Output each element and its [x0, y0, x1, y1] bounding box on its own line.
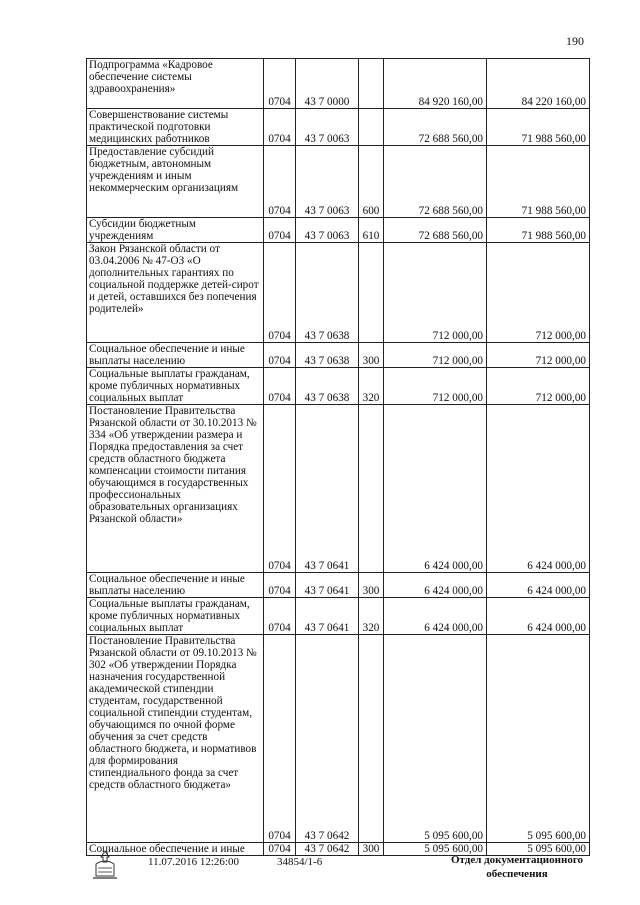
cell-sum1: 5 095 600,00: [424, 830, 483, 842]
stamp-logo-icon: [88, 848, 122, 882]
cell-name: Закон Рязанской области от 03.04.2006 № 47-ОЗ «О дополнительных гарантиях по социальной поддержке детей-сирот и детей, оставшихся без попечения родителей»: [89, 243, 259, 315]
cell-sum2: 6 424 000,00: [527, 622, 586, 634]
cell-sum2: 5 095 600,00: [527, 830, 586, 842]
table-row: [87, 343, 590, 368]
cell-sum2: 712 000,00: [535, 330, 586, 342]
cell-target: 43 7 0063: [304, 205, 350, 217]
cell-section: 0704: [268, 96, 291, 108]
cell-name: Постановление Правительства Рязанской области от 30.10.2013 № 334 «Об утверждении размера и Порядка предоставления за счет средств областного бюджета компенсации стоимости питания обучающимся в государственных профессиональных образовательных организациях Рязанской области»: [89, 405, 257, 525]
cell-name: Социальные выплаты гражданам, кроме публичных нормативных социальных выплат: [89, 598, 250, 634]
cell-section: 0704: [268, 205, 291, 217]
table-row: [87, 59, 590, 109]
budget-table-body: [87, 59, 590, 856]
cell-expense: 610: [362, 230, 380, 242]
cell-sum1: 84 920 160,00: [418, 96, 483, 108]
cell-sum2: 71 988 560,00: [521, 230, 586, 242]
cell-sum2: 712 000,00: [535, 392, 586, 404]
cell-target: 43 7 0063: [304, 133, 350, 145]
cell-target: 43 7 0063: [304, 230, 350, 242]
cell-target: 43 7 0638: [304, 355, 350, 367]
cell-sum1: 6 424 000,00: [424, 585, 483, 597]
cell-target: 43 7 0641: [304, 585, 350, 597]
table-row: [87, 243, 590, 343]
cell-sum1: 712 000,00: [432, 330, 483, 342]
cell-name: Постановление Правительства Рязанской области от 09.10.2013 № 302 «Об утверждении Порядка назначения государственной академической стипендии студентам, государственной социальной стипендии студентам, обучающимся по очной форме обучения за счет средств областного бюджета, и нормативов для формирования стипендиального фонда за счет средств областного бюджета»: [89, 635, 257, 791]
cell-sum2: 71 988 560,00: [521, 205, 586, 217]
cell-sum1: 712 000,00: [432, 355, 483, 367]
table-row: [87, 635, 590, 843]
cell-target: 43 7 0641: [304, 622, 350, 634]
table-row: [87, 109, 590, 146]
cell-target: 43 7 0000: [304, 96, 350, 108]
cell-name: Социальное обеспечение и иные выплаты населению: [89, 343, 245, 367]
table-row: [87, 368, 590, 405]
cell-target: 43 7 0638: [304, 392, 350, 404]
cell-section: 0704: [268, 560, 291, 572]
cell-sum1: 6 424 000,00: [424, 622, 483, 634]
cell-sum2: 712 000,00: [535, 355, 586, 367]
table-row: [87, 218, 590, 243]
cell-sum2: 6 424 000,00: [527, 585, 586, 597]
cell-expense: 300: [362, 843, 380, 855]
table-row: [87, 598, 590, 635]
cell-sum2: 84 220 160,00: [521, 96, 586, 108]
cell-section: 0704: [268, 585, 291, 597]
cell-expense: 300: [362, 585, 380, 597]
cell-section: 0704: [268, 622, 291, 634]
budget-table: [86, 58, 590, 856]
footer-doc-number: 34854/1-6: [277, 856, 323, 868]
cell-sum2: 6 424 000,00: [527, 560, 586, 572]
cell-section: 0704: [268, 355, 291, 367]
cell-sum1: 72 688 560,00: [418, 230, 483, 242]
cell-section: 0704: [268, 133, 291, 145]
cell-section: 0704: [268, 830, 291, 842]
table-row: [87, 146, 590, 218]
cell-section: 0704: [268, 230, 291, 242]
cell-sum1: 72 688 560,00: [418, 205, 483, 217]
page-number: 190: [566, 34, 584, 48]
cell-name: Социальное обеспечение и иные: [89, 843, 245, 855]
cell-expense: 320: [362, 622, 380, 634]
cell-target: 43 7 0638: [304, 330, 350, 342]
cell-sum1: 6 424 000,00: [424, 560, 483, 572]
cell-name: Предоставление субсидий бюджетным, автономным учреждениям и иным некоммерческим организациям: [89, 146, 239, 194]
cell-expense: 300: [362, 355, 380, 367]
cell-section: 0704: [268, 843, 291, 855]
cell-name: Подпрограмма «Кадровое обеспечение системы здравоохранения»: [89, 59, 213, 95]
cell-expense: 320: [362, 392, 380, 404]
cell-name: Совершенствование системы практической подготовки медицинских работников: [89, 109, 229, 145]
table-row: [87, 405, 590, 573]
cell-name: Субсидии бюджетным учреждениям: [89, 218, 196, 242]
footer-datetime: 11.07.2016 12:26:00: [148, 856, 239, 868]
cell-sum2: 71 988 560,00: [521, 133, 586, 145]
cell-target: 43 7 0642: [304, 830, 350, 842]
cell-sum2: 5 095 600,00: [527, 843, 586, 855]
cell-section: 0704: [268, 392, 291, 404]
cell-sum1: 72 688 560,00: [418, 133, 483, 145]
cell-target: 43 7 0642: [304, 843, 350, 855]
cell-name: Социальное обеспечение и иные выплаты населению: [89, 573, 245, 597]
cell-expense: 600: [362, 205, 380, 217]
cell-name: Социальные выплаты гражданам, кроме публичных нормативных социальных выплат: [89, 368, 250, 404]
cell-sum1: 712 000,00: [432, 392, 483, 404]
cell-target: 43 7 0641: [304, 560, 350, 572]
table-row: [87, 573, 590, 598]
cell-sum1: 5 095 600,00: [424, 843, 483, 855]
footer-department: Отдел документационного обеспечения: [450, 854, 584, 880]
cell-section: 0704: [268, 330, 291, 342]
